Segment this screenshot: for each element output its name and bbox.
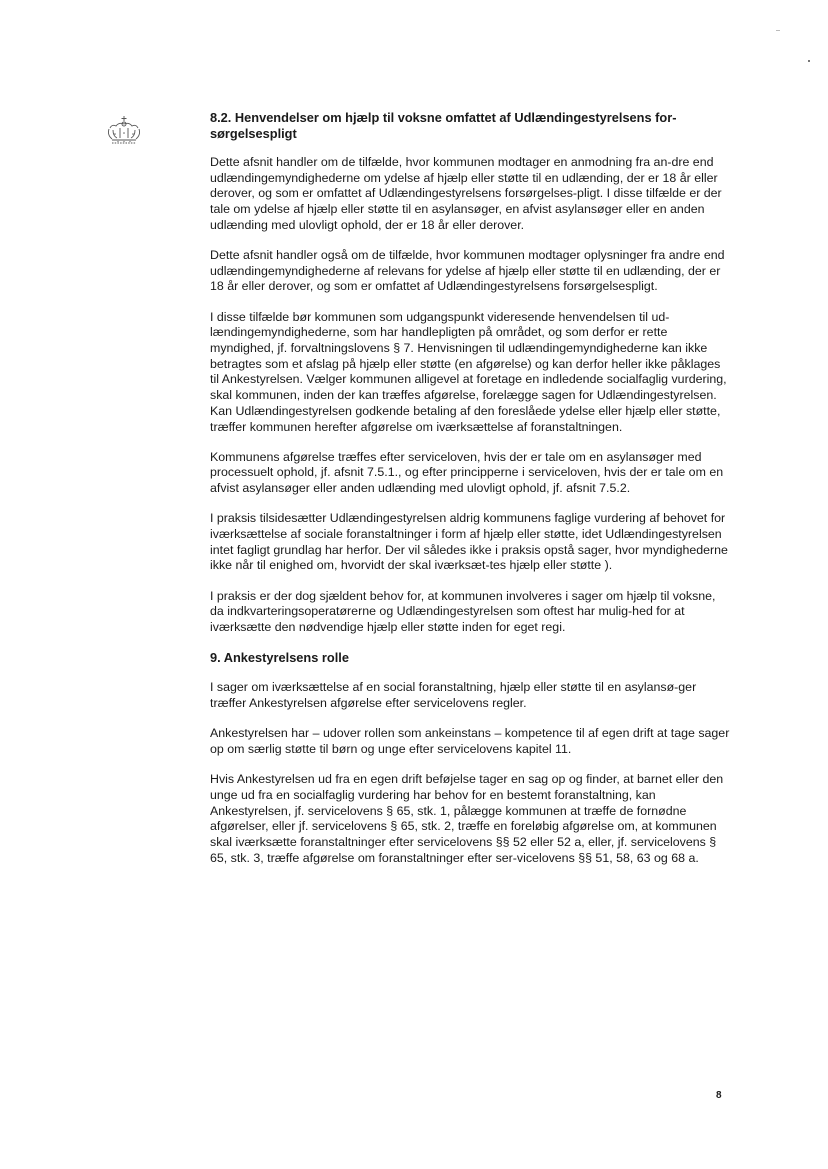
paragraph: Hvis Ankestyrelsen ud fra en egen drift beføjelse tager en sag op og finder, at barnet eller den unge ud fra en socialfaglig vurdering har behov for en bestemt foranstaltning, kan Ankestyrelsen, jf. servicelovens § 65, stk. 1, pålægge kommunen at træffe de fornødne afgørelser, eller jf. servicelovens § 65, stk. 2, træffe en foreløbig afgørelse om, at kommunen skal iværksætte foranstaltninger efter servicelovens §§ 52 eller 52 a, eller, jf. servicelovens § 65, stk. 3, træffe afgørelse om foranstaltninger efter ser-vicelovens §§ 51, 58, 63 og 68 a. bbox=[210, 772, 724, 865]
document-body bbox=[210, 110, 732, 881]
paragraph: I disse tilfælde bør kommunen som udgangspunkt videresende henvendelsen til ud-lændingemyndighederne, som har handlepligten på området, og som derfor er rette myndighed, jf. forvaltningslovens § 7. Henvisningen til udlændingemyndighederne kan ikke betragtes som et afslag på hjælp eller støtte (en afgørelse) og kan derfor heller ikke påklages til Ankestyrelsen. Vælger kommunen alligevel at foretage en indledende socialfaglig vurdering, skal kommunen, inden der kan træffes afgørelse, forelægge sagen for Udlændingestyrelsen. Kan Udlændingestyrelsen godkende betaling af den foreslåede ydelse eller hjælp eller støtte, træffer kommunen herefter afgørelse om iværksættelse af foranstaltningen. bbox=[210, 309, 727, 434]
paragraph: Ankestyrelsen har – udover rollen som ankeinstans – kompetence til af egen drift at tage sager op om særlig støtte til børn og unge efter servicelovens kapitel 11. bbox=[210, 726, 730, 756]
paragraph: Dette afsnit handler også om de tilfælde, hvor kommunen modtager oplysninger fra andre end udlændingemyndighederne af relevans for ydelse af hjælp eller støtte til en udlænding, der er 18 år eller derover, og som er omfattet af Udlændingestyrelsens forsørgelsespligt. bbox=[210, 248, 725, 294]
paragraph: Dette afsnit handler om de tilfælde, hvor kommunen modtager en anmodning fra an-dre end udlændingemyndighederne om ydelse af hjælp eller støtte til en udlænding, der er 18 år eller derover, og som er omfattet af Udlændingestyrelsens forsørgelses-pligt. I disse tilfælde er der tale om ydelse af hjælp eller støtte til en asylansøger, en afvist asylansøger eller en anden udlænding med ulovligt ophold, der er 18 år eller derover. bbox=[210, 155, 722, 232]
section-heading-9: 9. Ankestyrelsens rolle bbox=[210, 650, 349, 666]
section-heading-8-2: 8.2. Henvendelser om hjælp til voksne omfattet af Udlændingestyrelsens for-sørgelsespligt bbox=[210, 110, 677, 141]
paragraph: I praksis tilsidesætter Udlændingestyrelsen aldrig kommunens faglige vurdering af behovet for iværksættelse af sociale foranstaltninger i form af hjælp eller støtte, idet Udlændingestyrelsen intet fagligt grundlag har herfor. Der vil således ikke i praksis opstå sager, hvor myndighederne ikke når til enighed om, hvorvidt der skal iværksæt-tes hjælp eller støtte ). bbox=[210, 511, 728, 573]
paragraph: I sager om iværksættelse af en social foranstaltning, hjælp eller støtte til en asylansø-ger træffer Ankestyrelsen afgørelse efter servicelovens regler. bbox=[210, 680, 697, 710]
paragraph: I praksis er der dog sjældent behov for, at kommunen involveres i sager om hjælp til voksne, da indkvarteringsoperatørerne og Udlændingestyrelsen som oftest har mulig-hed for at iværksætte den nødvendige hjælp eller støtte inden for eget regi. bbox=[210, 588, 716, 635]
paragraph: Kommunens afgørelse træffes efter serviceloven, hvis der er tale om en asylansøger med processuelt ophold, jf. afsnit 7.5.1., og efter principperne i serviceloven, hvis der er tale om en afvist asylansøger eller anden udlænding med ulovligt ophold, jf. afsnit 7.5.2. bbox=[210, 449, 724, 496]
scan-speck bbox=[808, 60, 810, 62]
page-number: 8 bbox=[716, 1090, 722, 1101]
scan-speck bbox=[776, 30, 780, 31]
royal-crown-crest-icon bbox=[104, 114, 144, 150]
